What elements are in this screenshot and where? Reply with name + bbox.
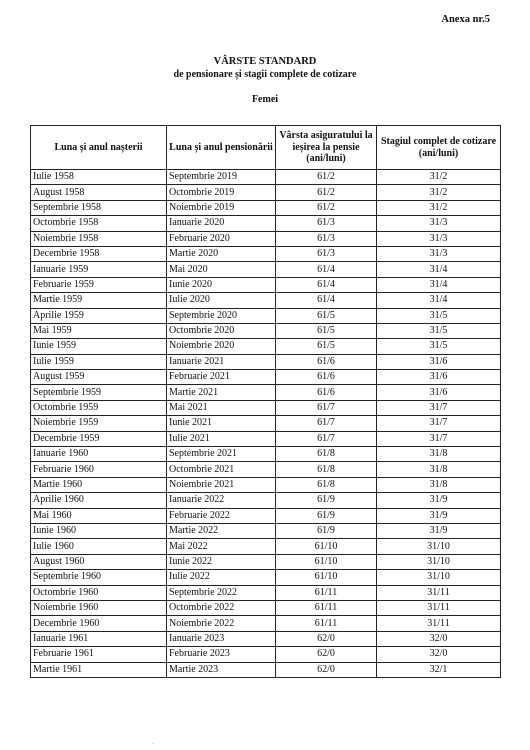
table-row [31, 339, 501, 354]
contribution-period-cell: 31/3 [377, 216, 501, 231]
birth-date-cell: Aprilie 1960 [31, 493, 167, 508]
contribution-period-cell: 31/2 [377, 200, 501, 215]
contribution-period-cell: 31/2 [377, 170, 501, 185]
retirement-date-cell: Octombrie 2021 [167, 462, 276, 477]
retirement-date-cell: Februarie 2022 [167, 508, 276, 523]
retirement-date-cell: Mai 2022 [167, 539, 276, 554]
table-row [31, 385, 501, 400]
table-row [31, 631, 501, 646]
contribution-period-cell: 31/7 [377, 400, 501, 415]
birth-date-cell: Ianuarie 1959 [31, 262, 167, 277]
retirement-age-cell: 61/6 [276, 354, 377, 369]
retirement-date-cell: Iunie 2022 [167, 554, 276, 569]
table-row [31, 477, 501, 492]
retirement-age-cell: 61/7 [276, 431, 377, 446]
birth-date-cell: Martie 1959 [31, 293, 167, 308]
retirement-date-cell: Ianuarie 2023 [167, 631, 276, 646]
contribution-period-cell: 31/5 [377, 339, 501, 354]
retirement-table [30, 125, 501, 678]
contribution-period-cell: 31/8 [377, 477, 501, 492]
table-row [31, 170, 501, 185]
table-row [31, 216, 501, 231]
birth-date-cell: Noiembrie 1958 [31, 231, 167, 246]
birth-date-cell: Decembrie 1958 [31, 246, 167, 261]
table-row [31, 200, 501, 215]
retirement-date-cell: Iunie 2021 [167, 416, 276, 431]
birth-date-cell: Iulie 1959 [31, 354, 167, 369]
retirement-age-cell: 61/11 [276, 600, 377, 615]
table-row [31, 508, 501, 523]
retirement-age-cell: 61/6 [276, 385, 377, 400]
table-row [31, 354, 501, 369]
column-header-contribution: Stagiul complet de cotizare (ani/luni) [377, 126, 501, 170]
retirement-age-cell: 61/6 [276, 370, 377, 385]
retirement-age-cell: 61/10 [276, 539, 377, 554]
table-row [31, 523, 501, 538]
table-row [31, 539, 501, 554]
birth-date-cell: Octombrie 1959 [31, 400, 167, 415]
birth-date-cell: Februarie 1959 [31, 277, 167, 292]
annex-label: Anexa nr.5 [441, 14, 490, 25]
birth-date-cell: Iunie 1959 [31, 339, 167, 354]
retirement-date-cell: Ianuarie 2022 [167, 493, 276, 508]
contribution-period-cell: 31/9 [377, 508, 501, 523]
table-row [31, 616, 501, 631]
retirement-date-cell: Februarie 2020 [167, 231, 276, 246]
contribution-period-cell: 31/8 [377, 447, 501, 462]
table-row [31, 293, 501, 308]
contribution-period-cell: 31/3 [377, 231, 501, 246]
retirement-date-cell: Septembrie 2021 [167, 447, 276, 462]
retirement-age-cell: 62/0 [276, 647, 377, 662]
table-row [31, 277, 501, 292]
table-row [31, 400, 501, 415]
birth-date-cell: Septembrie 1960 [31, 570, 167, 585]
table-row [31, 231, 501, 246]
retirement-age-cell: 61/10 [276, 570, 377, 585]
retirement-date-cell: Septembrie 2019 [167, 170, 276, 185]
column-header-retirement: Luna și anul pensionării [167, 126, 276, 170]
table-row [31, 262, 501, 277]
retirement-age-cell: 61/11 [276, 616, 377, 631]
table-row [31, 308, 501, 323]
document-title: VÂRSTE STANDARD [213, 56, 317, 67]
contribution-period-cell: 32/0 [377, 631, 501, 646]
contribution-period-cell: 31/8 [377, 462, 501, 477]
contribution-period-cell: 32/0 [377, 647, 501, 662]
contribution-period-cell: 31/10 [377, 539, 501, 554]
contribution-period-cell: 31/11 [377, 585, 501, 600]
table-row [31, 416, 501, 431]
retirement-age-cell: 62/0 [276, 662, 377, 677]
retirement-age-cell: 61/7 [276, 416, 377, 431]
retirement-age-cell: 61/4 [276, 262, 377, 277]
table-row [31, 246, 501, 261]
retirement-date-cell: Iulie 2020 [167, 293, 276, 308]
table-row [31, 185, 501, 200]
page-speck: . [152, 738, 154, 746]
contribution-period-cell: 31/10 [377, 554, 501, 569]
table-row [31, 462, 501, 477]
birth-date-cell: Septembrie 1959 [31, 385, 167, 400]
retirement-age-cell: 61/8 [276, 477, 377, 492]
retirement-age-cell: 61/10 [276, 554, 377, 569]
retirement-date-cell: Ianuarie 2020 [167, 216, 276, 231]
retirement-age-cell: 61/5 [276, 323, 377, 338]
retirement-date-cell: Martie 2021 [167, 385, 276, 400]
retirement-date-cell: Noiembrie 2020 [167, 339, 276, 354]
birth-date-cell: Februarie 1960 [31, 462, 167, 477]
retirement-date-cell: Noiembrie 2021 [167, 477, 276, 492]
contribution-period-cell: 31/11 [377, 616, 501, 631]
table-row [31, 323, 501, 338]
birth-date-cell: Iulie 1960 [31, 539, 167, 554]
retirement-age-cell: 61/7 [276, 400, 377, 415]
retirement-age-cell: 61/2 [276, 185, 377, 200]
retirement-date-cell: Noiembrie 2022 [167, 616, 276, 631]
birth-date-cell: August 1958 [31, 185, 167, 200]
retirement-date-cell: Iunie 2020 [167, 277, 276, 292]
retirement-age-cell: 61/5 [276, 308, 377, 323]
retirement-age-cell: 61/3 [276, 216, 377, 231]
retirement-date-cell: Septembrie 2020 [167, 308, 276, 323]
birth-date-cell: Martie 1961 [31, 662, 167, 677]
contribution-period-cell: 31/5 [377, 323, 501, 338]
birth-date-cell: Ianuarie 1961 [31, 631, 167, 646]
retirement-date-cell: Februarie 2023 [167, 647, 276, 662]
contribution-period-cell: 31/7 [377, 431, 501, 446]
retirement-age-cell: 61/3 [276, 246, 377, 261]
column-header-age: Vârsta asiguratului la ieșirea la pensie (ani/luni) [276, 126, 377, 170]
contribution-period-cell: 31/9 [377, 493, 501, 508]
birth-date-cell: Februarie 1961 [31, 647, 167, 662]
birth-date-cell: Mai 1960 [31, 508, 167, 523]
retirement-date-cell: Mai 2021 [167, 400, 276, 415]
contribution-period-cell: 31/4 [377, 293, 501, 308]
document-subtitle: de pensionare și stagii complete de cotizare [173, 69, 357, 80]
contribution-period-cell: 31/7 [377, 416, 501, 431]
table-row [31, 585, 501, 600]
retirement-date-cell: Octombrie 2020 [167, 323, 276, 338]
contribution-period-cell: 31/2 [377, 185, 501, 200]
contribution-period-cell: 31/6 [377, 385, 501, 400]
birth-date-cell: Iunie 1960 [31, 523, 167, 538]
birth-date-cell: Ianuarie 1960 [31, 447, 167, 462]
table-row [31, 554, 501, 569]
contribution-period-cell: 31/11 [377, 600, 501, 615]
retirement-date-cell: Martie 2023 [167, 662, 276, 677]
table-row [31, 493, 501, 508]
birth-date-cell: Decembrie 1959 [31, 431, 167, 446]
retirement-age-cell: 61/8 [276, 462, 377, 477]
contribution-period-cell: 31/3 [377, 246, 501, 261]
retirement-date-cell: Februarie 2021 [167, 370, 276, 385]
table-row [31, 600, 501, 615]
retirement-date-cell: Ianuarie 2021 [167, 354, 276, 369]
contribution-period-cell: 31/9 [377, 523, 501, 538]
retirement-date-cell: Septembrie 2022 [167, 585, 276, 600]
retirement-age-cell: 61/2 [276, 200, 377, 215]
birth-date-cell: Octombrie 1960 [31, 585, 167, 600]
retirement-age-cell: 61/2 [276, 170, 377, 185]
section-heading: Femei [251, 94, 279, 105]
table-header-row [31, 126, 501, 170]
table-row [31, 662, 501, 677]
birth-date-cell: Noiembrie 1960 [31, 600, 167, 615]
retirement-date-cell: Octombrie 2022 [167, 600, 276, 615]
contribution-period-cell: 31/6 [377, 370, 501, 385]
birth-date-cell: August 1960 [31, 554, 167, 569]
column-header-birth: Luna și anul nașterii [31, 126, 167, 170]
retirement-age-cell: 61/9 [276, 508, 377, 523]
contribution-period-cell: 31/4 [377, 262, 501, 277]
table-row [31, 570, 501, 585]
contribution-period-cell: 31/10 [377, 570, 501, 585]
retirement-age-cell: 61/9 [276, 523, 377, 538]
birth-date-cell: Noiembrie 1959 [31, 416, 167, 431]
retirement-date-cell: Noiembrie 2019 [167, 200, 276, 215]
birth-date-cell: Mai 1959 [31, 323, 167, 338]
retirement-date-cell: Mai 2020 [167, 262, 276, 277]
retirement-date-cell: Iulie 2021 [167, 431, 276, 446]
birth-date-cell: Septembrie 1958 [31, 200, 167, 215]
table-row [31, 447, 501, 462]
retirement-date-cell: Iulie 2022 [167, 570, 276, 585]
retirement-age-cell: 61/4 [276, 277, 377, 292]
birth-date-cell: August 1959 [31, 370, 167, 385]
retirement-age-cell: 62/0 [276, 631, 377, 646]
table-row [31, 647, 501, 662]
table-row [31, 431, 501, 446]
retirement-age-cell: 61/5 [276, 339, 377, 354]
birth-date-cell: Martie 1960 [31, 477, 167, 492]
contribution-period-cell: 31/6 [377, 354, 501, 369]
retirement-age-cell: 61/8 [276, 447, 377, 462]
retirement-date-cell: Martie 2022 [167, 523, 276, 538]
birth-date-cell: Aprilie 1959 [31, 308, 167, 323]
table-row [31, 370, 501, 385]
contribution-period-cell: 31/4 [377, 277, 501, 292]
retirement-age-cell: 61/3 [276, 231, 377, 246]
birth-date-cell: Decembrie 1960 [31, 616, 167, 631]
birth-date-cell: Iulie 1958 [31, 170, 167, 185]
contribution-period-cell: 31/5 [377, 308, 501, 323]
retirement-date-cell: Octombrie 2019 [167, 185, 276, 200]
retirement-age-cell: 61/9 [276, 493, 377, 508]
retirement-age-cell: 61/11 [276, 585, 377, 600]
retirement-age-cell: 61/4 [276, 293, 377, 308]
birth-date-cell: Octombrie 1958 [31, 216, 167, 231]
retirement-date-cell: Martie 2020 [167, 246, 276, 261]
contribution-period-cell: 32/1 [377, 662, 501, 677]
